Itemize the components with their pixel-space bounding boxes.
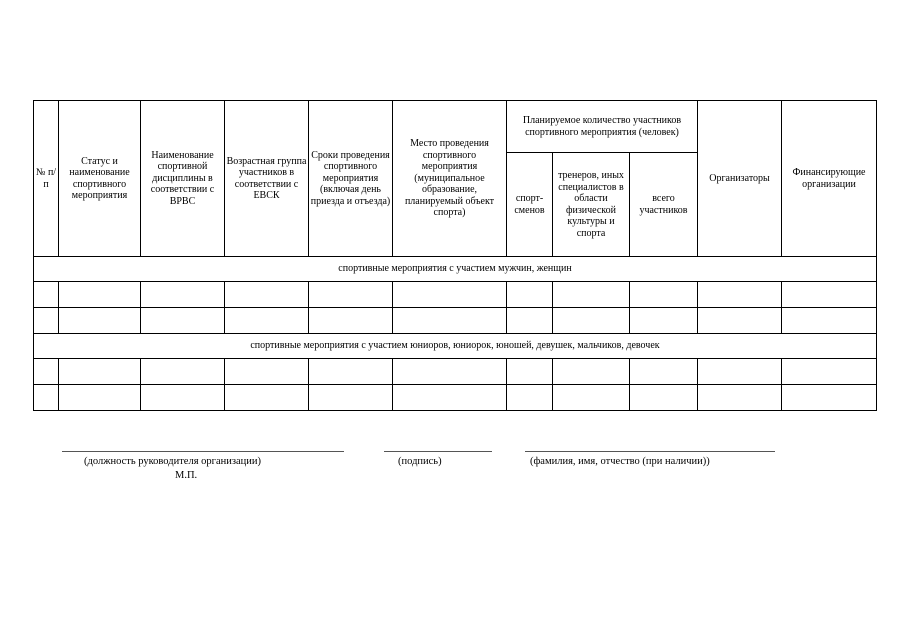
header-sport-discipline: Наименование спортивной дисциплины в соответствии с ВРВС: [141, 101, 225, 257]
header-event-venue: Место проведения спортивного мероприятия (муниципальное образование, планируемый объект спорта): [393, 101, 507, 257]
table-cell[interactable]: [553, 359, 630, 385]
header-number: № п/п: [34, 101, 59, 257]
table-row: [34, 385, 877, 411]
table-cell[interactable]: [225, 308, 309, 334]
table-row: [34, 359, 877, 385]
table-cell[interactable]: [698, 282, 782, 308]
table-cell[interactable]: [507, 282, 553, 308]
table-cell[interactable]: [782, 282, 877, 308]
table-cell[interactable]: [309, 385, 393, 411]
table-cell[interactable]: [225, 385, 309, 411]
table-cell[interactable]: [393, 308, 507, 334]
table-cell[interactable]: [630, 282, 698, 308]
events-table: [33, 100, 877, 411]
table-cell[interactable]: [141, 308, 225, 334]
table-cell[interactable]: [34, 282, 59, 308]
table-cell[interactable]: [309, 308, 393, 334]
table-cell[interactable]: [630, 359, 698, 385]
table-cell[interactable]: [782, 359, 877, 385]
table-row: [34, 282, 877, 308]
table-cell[interactable]: [393, 282, 507, 308]
table-cell[interactable]: [393, 359, 507, 385]
table-cell[interactable]: [34, 359, 59, 385]
header-event-status: Статус и наименование спортивного мероприятия: [59, 101, 141, 257]
section-adults-title: спортивные мероприятия с участием мужчин, женщин: [34, 257, 877, 282]
table-cell[interactable]: [507, 359, 553, 385]
signature-line[interactable]: [384, 451, 492, 452]
table-cell[interactable]: [630, 385, 698, 411]
table-cell[interactable]: [507, 308, 553, 334]
table-cell[interactable]: [507, 385, 553, 411]
position-signature-line[interactable]: [62, 451, 344, 452]
header-athletes: спорт-сменов: [507, 153, 553, 257]
table-cell[interactable]: [225, 359, 309, 385]
full-name-signature-line[interactable]: [525, 451, 775, 452]
header-total-participants: всего участников: [630, 153, 698, 257]
position-caption: (должность руководителя организации): [84, 456, 262, 467]
table-cell[interactable]: [59, 282, 141, 308]
header-organizers: Организаторы: [698, 101, 782, 257]
table-cell[interactable]: [698, 359, 782, 385]
table-cell[interactable]: [309, 359, 393, 385]
table-cell[interactable]: [59, 308, 141, 334]
table-cell[interactable]: [225, 282, 309, 308]
header-age-group: Возрастная группа участников в соответствии с ЕВСК: [225, 101, 309, 257]
table-cell[interactable]: [34, 308, 59, 334]
table-cell[interactable]: [553, 385, 630, 411]
header-event-dates: Сроки проведения спортивного мероприятия (включая день приезда и отъезда): [309, 101, 393, 257]
table-cell[interactable]: [141, 282, 225, 308]
signature-caption: (подпись): [398, 456, 442, 467]
header-coaches-specialists: тренеров, иных специалистов в области физической культуры и спорта: [553, 153, 630, 257]
table-cell[interactable]: [782, 308, 877, 334]
stamp-caption: М.П.: [175, 470, 198, 481]
table-cell[interactable]: [393, 385, 507, 411]
table-cell[interactable]: [782, 385, 877, 411]
table-cell[interactable]: [698, 385, 782, 411]
table-cell[interactable]: [553, 308, 630, 334]
table-cell[interactable]: [59, 385, 141, 411]
table-cell[interactable]: [553, 282, 630, 308]
header-planned-participants: Планируемое количество участников спортивного мероприятия (человек): [507, 101, 698, 153]
table-cell[interactable]: [309, 282, 393, 308]
table-cell[interactable]: [59, 359, 141, 385]
table-cell[interactable]: [698, 308, 782, 334]
full-name-caption: (фамилия, имя, отчество (при наличии)): [530, 456, 710, 467]
table-row: [34, 308, 877, 334]
header-funding-organizations: Финансирующие организации: [782, 101, 877, 257]
table-cell[interactable]: [34, 385, 59, 411]
section-youth-title: спортивные мероприятия с участием юниоров, юниорок, юношей, девушек, мальчиков, девочек: [34, 334, 877, 359]
table-cell[interactable]: [141, 359, 225, 385]
table-cell[interactable]: [630, 308, 698, 334]
table-cell[interactable]: [141, 385, 225, 411]
